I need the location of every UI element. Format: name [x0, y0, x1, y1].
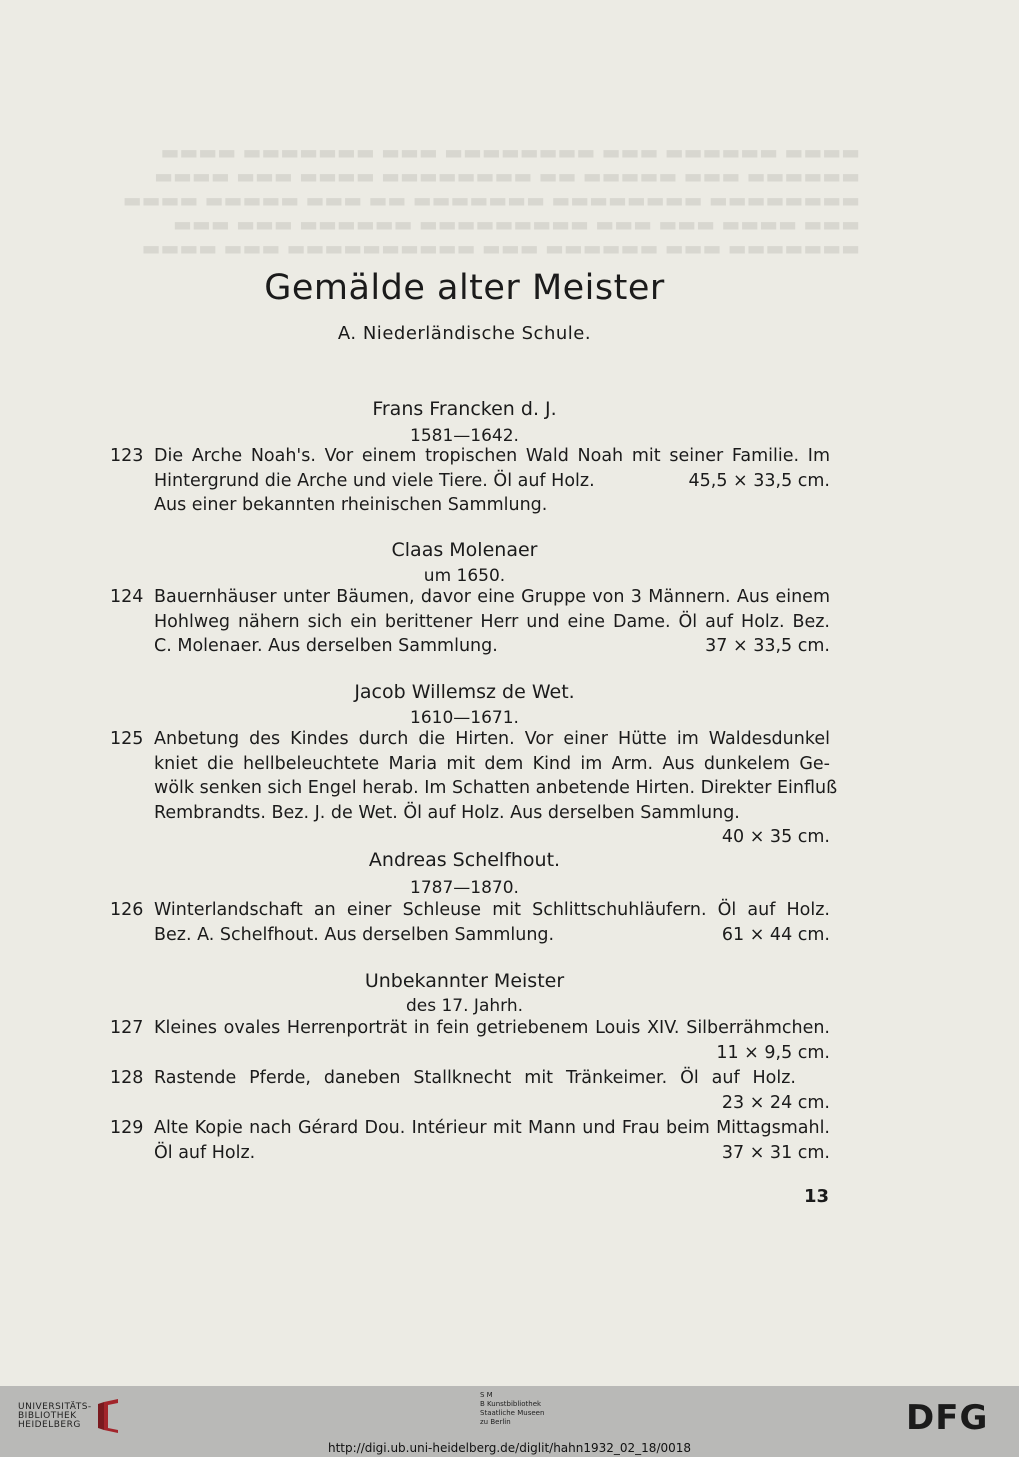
- catalog-entry: [110, 898, 830, 947]
- artist-name: Andreas Schelfhout.: [368, 849, 561, 871]
- page-number: 13: [803, 1186, 829, 1207]
- artist-name: Unbekannter Meister: [364, 970, 565, 992]
- holding-library-label: [480, 1391, 544, 1427]
- artist-dates: 1581—1642.: [410, 426, 519, 446]
- artist-name: Claas Molenaer: [391, 539, 538, 561]
- source-url[interactable]: http://digi.ub.uni-heidelberg.de/diglit/hahn1932_02_18/0018: [327, 1441, 692, 1455]
- entry-number: 123: [110, 446, 144, 466]
- university-label-line: HEIDELBERG: [18, 1420, 81, 1430]
- entry-text-line: Rembrandts. Bez. J. de Wet. Öl auf Holz. Aus derselben Sammlung.: [154, 802, 740, 823]
- artist-name: Frans Francken d. J.: [372, 398, 557, 420]
- university-label[interactable]: [18, 1403, 92, 1430]
- artist-dates: des 17. Jahrh.: [405, 996, 524, 1016]
- entry-text-line: Die Arche Noah's. Vor einem tropischen Wald Noah mit seiner Familie. Im: [154, 446, 830, 466]
- entry-text-line: Bauernhäuser unter Bäumen, davor eine Gruppe von 3 Männern. Aus einem: [154, 587, 830, 607]
- entry-number: 126: [110, 900, 144, 920]
- entry-text-line: Winterlandschaft an einer Schleuse mit Schlittschuhläufern. Öl auf Holz.: [154, 900, 830, 920]
- artist-dates: 1610—1671.: [410, 708, 519, 728]
- university-label-line: UNIVERSITÄTS-: [18, 1402, 92, 1412]
- catalog-entry: [110, 1066, 830, 1115]
- entry-text-line: wölk senken sich Engel herab. Im Schatten anbetende Hirten. Direkter Einfluß: [154, 778, 838, 799]
- entry-dimensions: 37 × 31 cm.: [721, 1142, 830, 1163]
- catalog-entry: [110, 1016, 830, 1065]
- entry-text-line: kniet die hellbeleuchtete Maria mit dem Kind im Arm. Aus dunkelem Ge-: [154, 753, 830, 774]
- entry-text-line: Hintergrund die Arche und viele Tiere. Öl auf Holz.: [154, 470, 595, 491]
- entry-number: 125: [110, 729, 144, 749]
- page-title: Gemälde alter Meister: [264, 268, 665, 308]
- entry-text-line: Öl auf Holz.: [154, 1142, 256, 1163]
- dfg-logo[interactable]: DFG: [906, 1398, 989, 1438]
- catalog-entry: [110, 1116, 830, 1165]
- entry-text-line: Aus einer bekannten rheinischen Sammlung.: [154, 495, 548, 516]
- entry-text-line-with-dimensions: [154, 469, 830, 494]
- artist-name: Jacob Willemsz de Wet.: [354, 681, 575, 703]
- entry-text-line: Bez. A. Schelfhout. Aus derselben Sammlung.: [154, 924, 555, 945]
- entry-dimensions: 61 × 44 cm.: [721, 924, 830, 945]
- catalog-entry: [110, 727, 838, 850]
- entry-number: 124: [110, 587, 144, 607]
- holding-library-line: S M: [480, 1391, 493, 1399]
- entry-dimensions: 11 × 9,5 cm.: [716, 1042, 830, 1063]
- entry-number: 128: [110, 1068, 144, 1088]
- entry-text-line: Alte Kopie nach Gérard Dou. Intérieur mit Mann und Frau beim Mittagsmahl.: [154, 1118, 830, 1138]
- entry-text-line-with-dimensions: [154, 634, 830, 659]
- entry-dimensions: 40 × 35 cm.: [721, 827, 830, 848]
- holding-library-line: zu Berlin: [480, 1418, 511, 1426]
- entry-dimensions: 37 × 33,5 cm.: [705, 636, 830, 657]
- entry-dimensions: 23 × 24 cm.: [721, 1092, 830, 1113]
- university-logo-icon[interactable]: [96, 1398, 122, 1434]
- entry-text-line-with-dimensions: [154, 1141, 830, 1166]
- entry-number: 129: [110, 1118, 144, 1138]
- entry-text-line: C. Molenaer. Aus derselben Sammlung.: [154, 636, 498, 657]
- entry-number: 127: [110, 1018, 144, 1038]
- catalog-entry: [110, 444, 830, 518]
- entry-text-line-with-dimensions: [154, 923, 830, 948]
- entry-text-line: Hohlweg nähern sich ein berittener Herr und eine Dame. Öl auf Holz. Bez.: [154, 611, 830, 632]
- section-subtitle: A. Niederländische Schule.: [337, 323, 592, 344]
- university-label-line: BIBLIOTHEK: [18, 1411, 77, 1421]
- holding-library-line: B Kunstbibliothek: [480, 1400, 542, 1408]
- artist-dates: um 1650.: [423, 566, 506, 586]
- entry-text-line: Kleines ovales Herrenporträt in fein getriebenem Louis XIV. Silberrähmchen.: [154, 1018, 830, 1038]
- entry-text-line: Anbetung des Kindes durch die Hirten. Vor einer Hütte im Waldesdunkel: [154, 729, 830, 749]
- entry-dimensions: 45,5 × 33,5 cm.: [688, 470, 830, 491]
- entry-text-line: Rastende Pferde, daneben Stallknecht mit Tränkeimer. Öl auf Holz.: [154, 1068, 796, 1088]
- artist-dates: 1787—1870.: [410, 878, 519, 898]
- catalog-entry: [110, 585, 830, 659]
- holding-library-line: Staatliche Museen: [480, 1409, 545, 1417]
- show-through-texture: ▬▬▬▬ ▬▬▬▬▬▬ ▬▬▬ ▬▬▬▬▬▬▬▬ ▬▬▬ ▬▬▬▬▬▬▬ ▬▬▬▬ ▬▬▬▬▬▬ ▬▬▬ ▬▬▬▬▬ ▬▬ ▬▬▬▬▬▬▬▬ ▬▬▬▬ ▬▬▬ ▬▬▬▬ ▬▬▬▬▬▬▬▬ ▬▬▬▬▬▬▬▬ ▬▬▬▬▬▬▬ ▬▬ ▬▬▬ ▬▬▬▬▬ ▬▬▬▬ ▬▬▬ ▬▬▬▬ ▬▬▬ ▬▬▬ ▬▬▬▬▬▬▬▬▬ ▬▬▬▬▬▬ ▬▬▬ ▬▬▬ ▬▬▬▬▬▬▬ ▬▬▬ ▬▬▬▬▬▬ ▬▬▬ ▬▬▬▬▬▬▬▬▬▬ ▬▬▬ ▬▬▬▬: [122, 140, 860, 260]
